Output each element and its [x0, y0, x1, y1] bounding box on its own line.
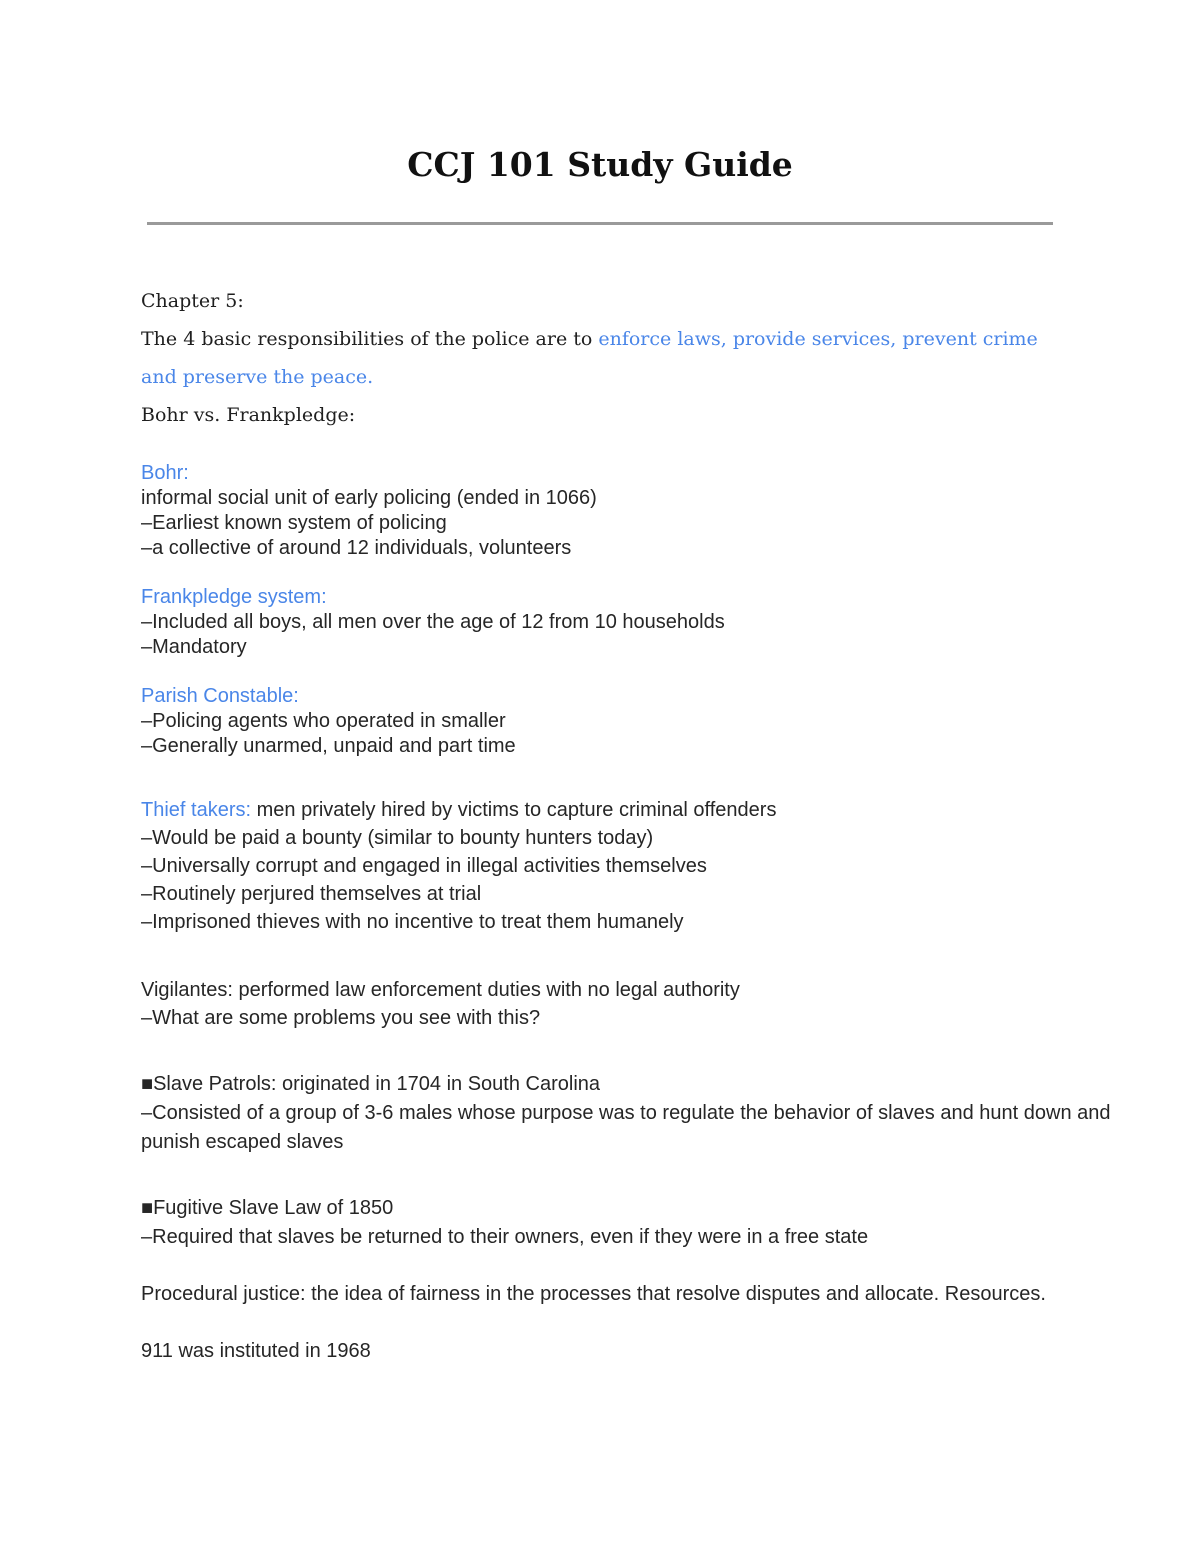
nine-one-one-line: 911 was instituted in 1968	[141, 1340, 371, 1362]
responsibilities-highlight: enforce laws, provide services, prevent crime and preserve the peace.	[141, 328, 1038, 388]
thief-takers-line: –Imprisoned thieves with no incentive to treat them humanely	[141, 911, 684, 933]
parish-constable-line: –Generally unarmed, unpaid and part time	[141, 735, 516, 757]
thief-takers-definition: men privately hired by victims to capture criminal offenders	[251, 799, 777, 821]
fugitive-slave-law-section	[141, 1194, 868, 1252]
chapter-heading: Chapter 5:	[141, 290, 244, 312]
thief-takers-section	[141, 796, 776, 936]
parish-constable-line: –Policing agents who operated in smaller	[141, 710, 506, 732]
thief-takers-intro	[141, 796, 776, 824]
thief-takers-heading: Thief takers:	[141, 799, 252, 821]
thief-takers-line: –Would be paid a bounty (similar to bounty hunters today)	[141, 827, 654, 849]
bohr-heading: Bohr:	[141, 462, 189, 484]
slave-patrols-heading: ■Slave Patrols: originated in 1704 in South Carolina	[141, 1073, 601, 1095]
fugitive-slave-law-heading: ■Fugitive Slave Law of 1850	[141, 1197, 394, 1219]
slave-patrols-detail: –Consisted of a group of 3-6 males whose purpose was to regulate the behavior of slaves and hunt down and punish escaped slaves	[141, 1102, 1111, 1153]
thief-takers-line: –Universally corrupt and engaged in illegal activities themselves	[141, 855, 707, 877]
frankpledge-line: –Mandatory	[141, 636, 247, 658]
bohr-line: –Earliest known system of policing	[141, 512, 447, 534]
slave-patrols-section	[141, 1070, 1151, 1157]
parish-constable-section	[141, 684, 516, 759]
frankpledge-section	[141, 585, 725, 660]
responsibilities-lead: The 4 basic responsibilities of the police are to	[141, 328, 599, 350]
vigilantes-line: Vigilantes: performed law enforcement duties with no legal authority	[141, 979, 740, 1001]
frankpledge-line: –Included all boys, all men over the age of 12 from 10 households	[141, 611, 725, 633]
bohr-section	[141, 461, 597, 561]
responsibilities-paragraph	[141, 320, 1061, 396]
parish-constable-heading: Parish Constable:	[141, 685, 299, 707]
comparison-heading: Bohr vs. Frankpledge:	[141, 404, 356, 426]
fugitive-slave-law-detail: –Required that slaves be returned to their owners, even if they were in a free state	[141, 1226, 869, 1248]
procedural-justice-line: Procedural justice: the idea of fairness in the processes that resolve disputes and allocate. Resources.	[141, 1283, 1046, 1305]
vigilantes-line: –What are some problems you see with this?	[141, 1007, 541, 1029]
thief-takers-line: –Routinely perjured themselves at trial	[141, 883, 482, 905]
title-divider	[147, 222, 1053, 225]
bohr-line: –a collective of around 12 individuals, volunteers	[141, 537, 572, 559]
vigilantes-section	[141, 976, 740, 1032]
document-title: CCJ 101 Study Guide	[407, 145, 793, 184]
bohr-line: informal social unit of early policing (ended in 1066)	[141, 487, 597, 509]
frankpledge-heading: Frankpledge system:	[141, 586, 327, 608]
